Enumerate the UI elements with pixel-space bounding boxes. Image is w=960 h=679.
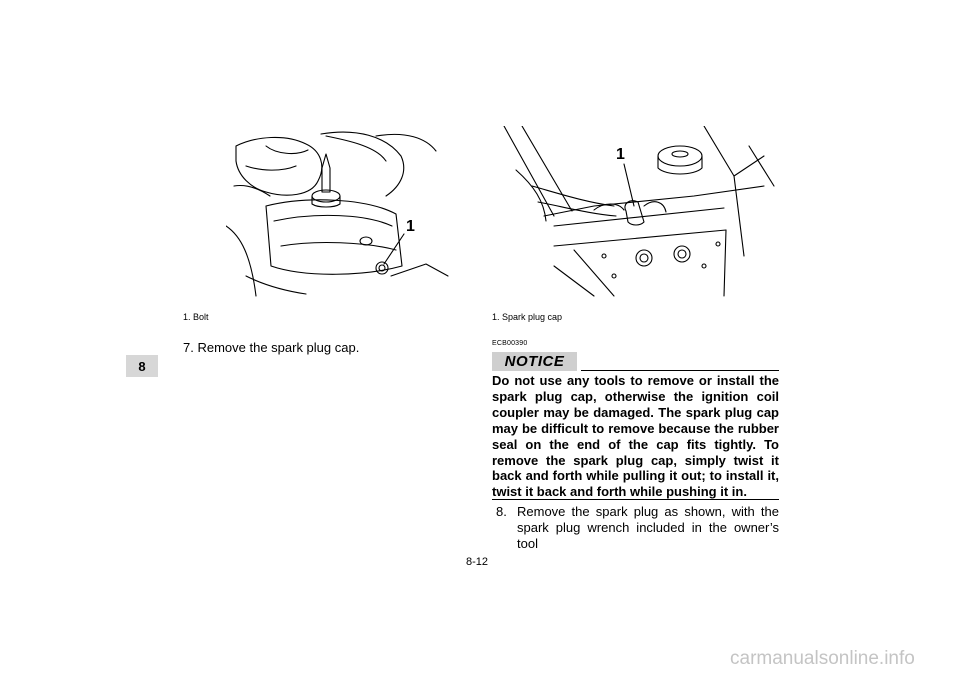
spark-plug-cap-illustration: [494, 126, 776, 300]
notice-top-rule: [581, 370, 779, 371]
step-7-text: 7. Remove the spark plug cap.: [183, 340, 360, 355]
page-number: 8-12: [466, 556, 489, 568]
step-8-number: 8.: [496, 504, 507, 519]
step-8-text: Remove the spark plug as shown, with the spark plug wrench included in the owner’s tool: [517, 504, 779, 551]
notice-bottom-rule: [492, 499, 779, 500]
watermark: carmanualsonline.info: [730, 648, 915, 669]
right-figure-callout: 1: [616, 146, 625, 163]
left-figure-caption: 1. Bolt: [183, 312, 209, 322]
right-figure-caption: 1. Spark plug cap: [492, 312, 563, 322]
bolt-illustration: [226, 126, 452, 300]
notice-title: NOTICE: [504, 353, 565, 370]
notice-label-box: [492, 352, 577, 371]
notice-body: Do not use any tools to remove or install the spark plug cap, otherwise the ignition coil coupler may be damaged. The spark plug cap may be difficult to remove because the rubber seal on the end of the cap fits tightly. To remove the spark plug cap, simply twist it back and forth while pulling it out; to install it, twist it back and forth while pushing it in.: [492, 373, 779, 500]
left-figure-callout: 1: [406, 218, 415, 235]
notice-code: ECB00390: [492, 340, 528, 347]
chapter-tab: 8: [126, 355, 158, 377]
